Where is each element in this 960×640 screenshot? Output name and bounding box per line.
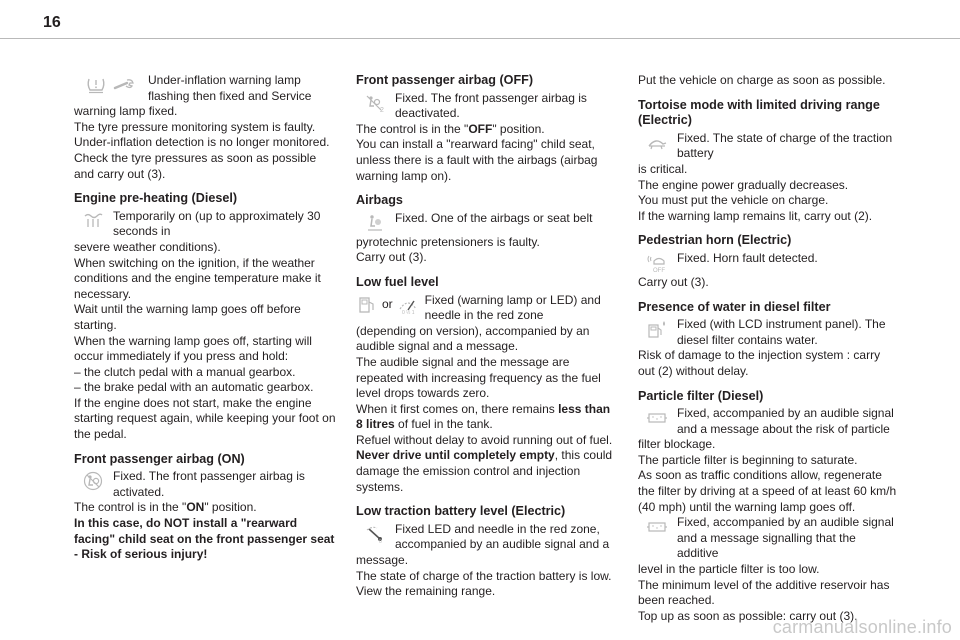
underinflation-line: Check the tyre pressures as soon as possible and carry out (3).: [74, 150, 317, 181]
tortoise-line: If the warning lamp remains lit, carry out (2).: [638, 208, 873, 223]
particle-line: Top up as soon as possible: carry out (3).: [638, 608, 858, 623]
water-entry: [638, 300, 900, 380]
water-line: Risk of damage to the injection system : carry out (2) without delay.: [638, 348, 881, 378]
tortoise-lead: Fixed. The state of charge of the traction battery: [677, 130, 893, 161]
pedestrian-horn-off-icon: [646, 253, 668, 273]
svg-text:0: 0: [378, 538, 382, 544]
low-traction-entry: [356, 504, 618, 600]
airbags-line: Carry out (3).: [356, 250, 427, 265]
underinflation-lead: Under-inflation warning lamp flashing then fixed and Service: [148, 73, 312, 103]
particle-filter-icon: [646, 408, 668, 428]
tortoise-line: You must put the vehicle on charge.: [638, 193, 829, 208]
fuel-pump-icon: [356, 295, 378, 315]
low-traction-lead: Fixed LED and needle in the red zone, accompanied by an audible signal and a: [395, 521, 610, 552]
airbags-lead: Fixed. One of the airbags or seat belt: [395, 210, 593, 225]
watermark: carmanualsonline.info: [772, 617, 952, 637]
low-fuel-line: The audible signal and the message are repeated with increasing frequency as the fuel level drops towards zero.: [356, 354, 601, 401]
low-fuel-lead: Fixed (warning lamp or LED) and needle in the red zone: [424, 292, 601, 323]
charge-text: Put the vehicle on charge as soon as possible.: [638, 73, 886, 87]
particle-line: level in the particle filter is too low.: [638, 562, 820, 577]
preheating-lead: Temporarily on (up to approximately 30 seconds in: [113, 208, 321, 239]
low-fuel-entry: [356, 275, 618, 495]
tortoise-line: is critical.: [638, 161, 688, 176]
airbag-on-entry: [74, 452, 336, 563]
horn-line: Carry out (3).: [638, 274, 709, 289]
column-3: [638, 73, 900, 633]
charge-entry: [638, 73, 900, 89]
airbag-on-control: The control is in the "ON" position.: [74, 500, 257, 515]
particle-entry: [638, 389, 900, 625]
airbag-off-lead: Fixed. The front passenger airbag is deactivated.: [395, 90, 587, 121]
preheating-entry: [74, 191, 336, 443]
horn-heading: Pedestrian horn (Electric): [638, 233, 792, 248]
airbags-line: pyrotechnic pretensioners is faulty.: [356, 234, 540, 249]
airbag-off-control: The control is in the "OFF" position.: [356, 121, 545, 136]
underinflation-line: Under-inflation detection is no longer monitored.: [74, 135, 330, 150]
low-fuel-first: When it first comes on, there remains less than 8 litres of fuel in the tank.: [356, 401, 611, 432]
airbag-on-warning: In this case, do NOT install a "rearward facing" child seat on the front passenger seat - Risk of serious injury!: [74, 516, 335, 562]
particle-heading: Particle filter (Diesel): [638, 388, 764, 403]
airbag-on-lead: Fixed. The front passenger airbag is activated.: [113, 469, 305, 499]
low-fuel-line: (depending on version), accompanied by an audible signal and a message.: [356, 323, 590, 354]
low-traction-heading: Low traction battery level (Electric): [356, 504, 566, 519]
header-rule: [0, 38, 960, 39]
preheating-heading: Engine pre-heating (Diesel): [74, 191, 238, 206]
service-wrench-icon: [113, 75, 135, 95]
page-number: 16: [43, 14, 61, 31]
airbag-off-line: You can install a "rearward facing" child seat, unless there is a fault with the airbags (airbag warning lamp on).: [356, 137, 598, 183]
glow-plug-icon: [82, 211, 104, 231]
column-1: [74, 73, 336, 572]
particle-line: As soon as traffic conditions allow, regenerate the filter by driving at a speed of at least 60 km/h (40 mph) until the warning lamp goes off.: [638, 468, 897, 514]
preheating-line: When the warning lamp goes off, starting will occur immediately if you press and hold:: [74, 333, 312, 364]
horn-entry: [638, 233, 900, 290]
svg-text:OFF: OFF: [652, 267, 665, 273]
traction-gauge-icon: [364, 524, 386, 544]
preheating-line: – the brake pedal with an automatic gearbox.: [74, 380, 314, 395]
airbag-off-entry: [356, 73, 618, 184]
low-fuel-heading: Low fuel level: [356, 274, 439, 289]
water-in-fuel-icon: [646, 319, 668, 339]
low-traction-line: View the remaining range.: [356, 584, 496, 599]
preheating-line: – the clutch pedal with a manual gearbox.: [74, 364, 296, 379]
airbags-heading: Airbags: [356, 193, 403, 208]
tortoise-heading: Tortoise mode with limited driving range (Electric): [638, 97, 880, 128]
preheating-line: If the engine does not start, make the engine starting request again, while keeping your foot on the pedal.: [74, 395, 336, 442]
water-heading: Presence of water in diesel filter: [638, 299, 831, 314]
underinflation-entry: [74, 73, 336, 182]
low-traction-line: The state of charge of the traction battery is low.: [356, 568, 612, 583]
or-text: or: [382, 296, 393, 311]
preheating-line: Wait until the warning lamp goes off before starting.: [74, 302, 301, 332]
airbag-on-icon: [82, 471, 104, 491]
particle-line: filter blockage.: [638, 437, 716, 452]
preheating-line: When switching on the ignition, if the weather conditions and the engine temperature make it necessary.: [74, 255, 321, 301]
preheating-line: severe weather conditions).: [74, 239, 221, 254]
low-fuel-never: Never drive until completely empty, this could damage the emission control and injection systems.: [356, 448, 613, 494]
tortoise-entry: [638, 98, 900, 225]
airbag-off-heading: Front passenger airbag (OFF): [356, 73, 534, 87]
particle-lead: Fixed, accompanied by an audible signal and a message about the risk of particle: [677, 406, 894, 436]
low-fuel-refuel: Refuel without delay to avoid running out of fuel.: [356, 432, 613, 447]
svg-text:0 ½ 1: 0 ½ 1: [401, 309, 415, 315]
particle-filter-icon: [646, 517, 668, 537]
low-traction-line: message.: [356, 553, 409, 568]
underinflation-icons: [74, 73, 146, 97]
tortoise-icon: [646, 133, 668, 153]
water-lead: Fixed (with LCD instrument panel). The diesel filter contains water.: [677, 317, 886, 347]
underinflation-line: The tyre pressure monitoring system is faulty.: [74, 119, 316, 134]
particle-line: The particle filter is beginning to saturate.: [638, 452, 858, 467]
column-2: [356, 73, 618, 609]
svg-text:2: 2: [379, 106, 384, 113]
horn-lead: Fixed. Horn fault detected.: [677, 250, 818, 265]
airbag-off-icon: [364, 93, 386, 113]
underinflation-line: warning lamp fixed.: [74, 104, 178, 119]
tortoise-line: The engine power gradually decreases.: [638, 177, 849, 192]
particle-lead-2: Fixed, accompanied by an audible signal and a message signalling that the additive: [677, 515, 894, 561]
airbags-entry: [356, 193, 618, 266]
particle-line: The minimum level of the additive reservoir has been reached.: [638, 577, 890, 608]
airbag-on-heading: Front passenger airbag (ON): [74, 451, 245, 466]
airbag-icon: [364, 213, 386, 233]
fuel-gauge-icon: [397, 295, 419, 315]
tyre-pressure-icon: [85, 75, 107, 95]
